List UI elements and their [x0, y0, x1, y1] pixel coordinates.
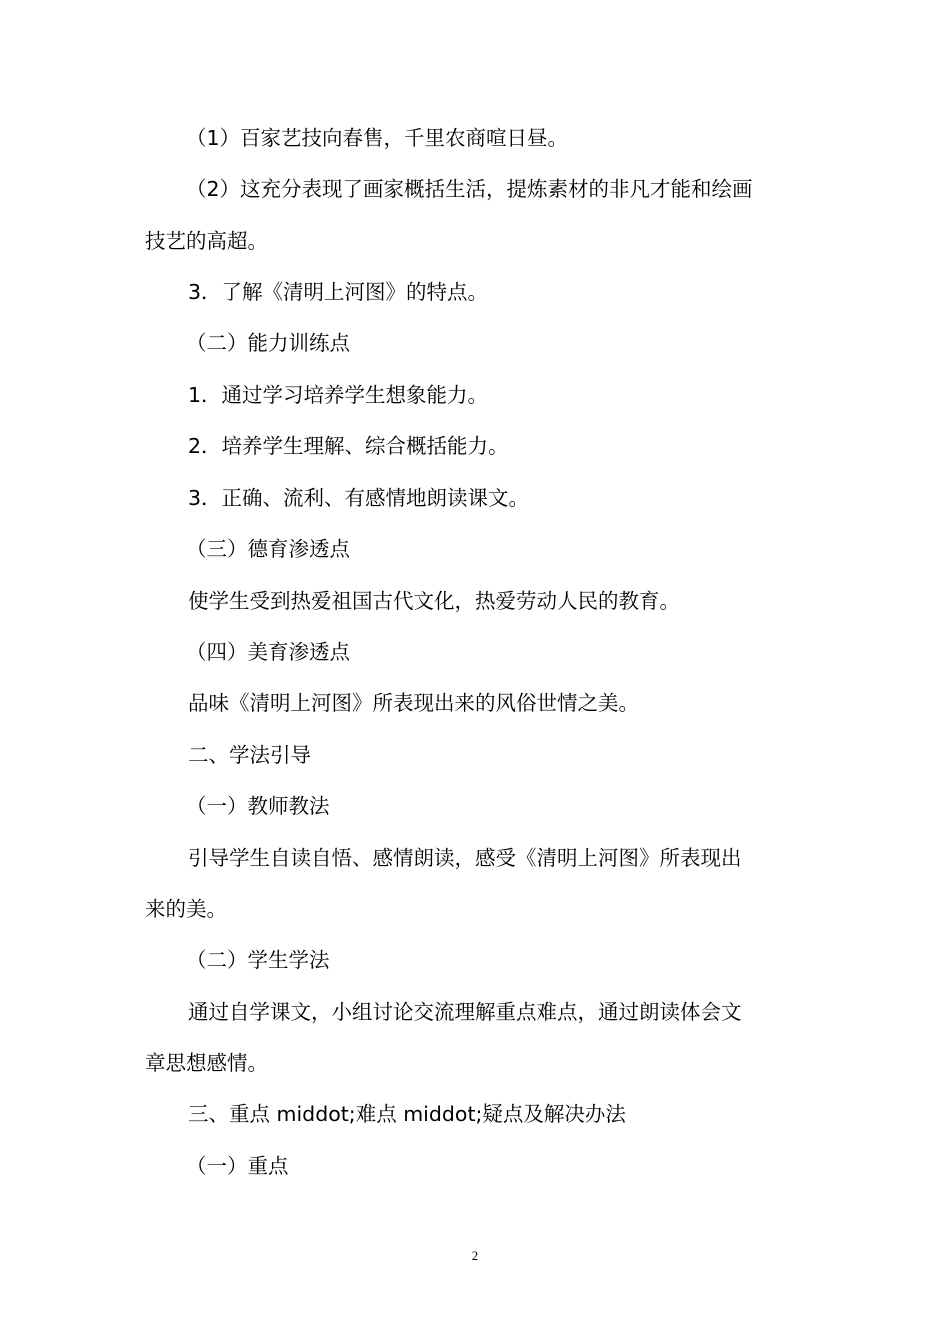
text-line: 2．培养学生理解、综合概括能力。 — [188, 434, 509, 458]
section-heading: （一）教师教法 — [186, 794, 330, 818]
section-heading: （一）重点 — [186, 1154, 289, 1178]
section-heading: 三、重点 middot;难点 middot;疑点及解决办法 — [188, 1102, 626, 1126]
section-heading: 二、学法引导 — [188, 743, 311, 767]
text-line: 1．通过学习培养学生想象能力。 — [188, 383, 489, 407]
text-line: 技艺的高超。 — [145, 229, 268, 253]
text-line: 3．了解《清明上河图》的特点。 — [188, 280, 489, 304]
text-line: （1）百家艺技向春售，千里农商喧日昼。 — [186, 126, 569, 150]
text-line: 引导学生自读自悟、感情朗读，感受《清明上河图》所表现出 — [188, 846, 742, 870]
text-line: 章思想感情。 — [145, 1051, 268, 1075]
text-line: 3．正确、流利、有感情地朗读课文。 — [188, 486, 530, 510]
section-heading: （三）德育渗透点 — [186, 537, 350, 561]
text-line: 通过自学课文，小组讨论交流理解重点难点，通过朗读体会文 — [188, 1000, 742, 1024]
text-line: 品味《清明上河图》所表现出来的风俗世情之美。 — [188, 691, 639, 715]
section-heading: （四）美育渗透点 — [186, 640, 350, 664]
page-number: 2 — [471, 1248, 479, 1263]
text-line: 使学生受到热爱祖国古代文化，热爱劳动人民的教育。 — [188, 589, 680, 613]
text-line: 来的美。 — [145, 897, 227, 921]
section-heading: （二）学生学法 — [186, 948, 330, 972]
text-line: （2）这充分表现了画家概括生活，提炼素材的非凡才能和绘画 — [186, 177, 753, 201]
section-heading: （二）能力训练点 — [186, 331, 350, 355]
